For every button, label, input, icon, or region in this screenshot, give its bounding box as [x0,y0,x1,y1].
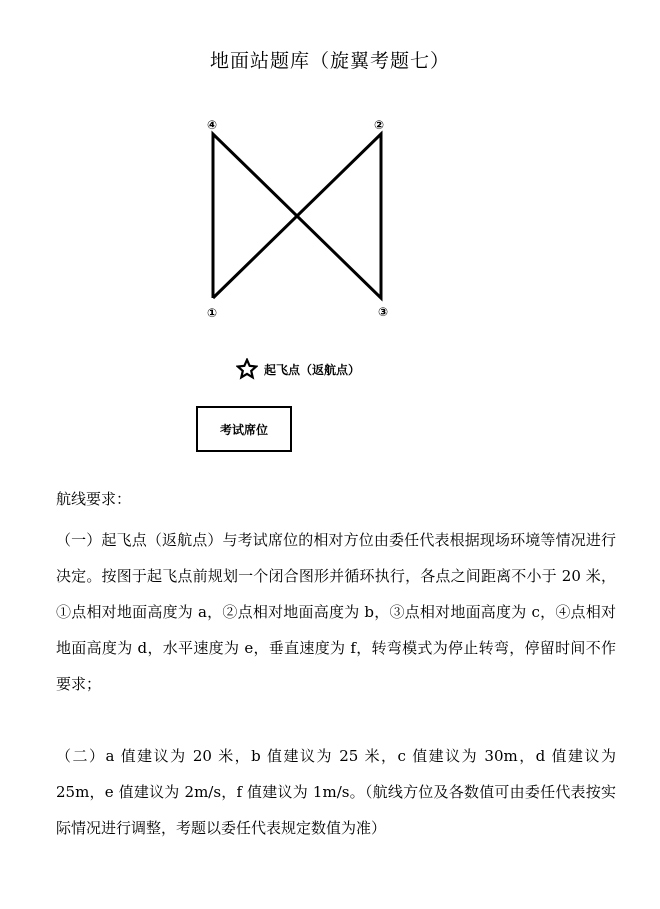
point-4-label: ④ [207,118,218,132]
point-2-label: ② [374,118,385,132]
takeoff-point-label: 起飞点（返航点） [264,362,361,377]
takeoff-point-legend [236,357,360,381]
exam-position-box: 考试席位 [196,406,292,452]
flight-path-lines [196,110,406,325]
requirements-heading: 航线要求： [56,490,132,508]
flight-path-diagram [196,110,406,325]
page-title: 地面站题库（旋翼考题七） [209,50,450,72]
requirements-paragraph-2: （二）a 值建议为 20 米，b 值建议为 25 米，c 值建议为 30m，d 值建议为 25m，e 值建议为 2m/s，f 值建议为 1m/s。（航线方位及各数值可由委任代表按实际情况进行调整，考题以委任代表规定数值为准） [56,747,616,837]
point-1-label: ① [207,306,218,320]
star-icon [236,358,258,380]
flight-path-route [213,134,381,298]
requirements-paragraph-1: （一）起飞点（返航点）与考试席位的相对方位由委任代表根据现场环境等情况进行决定。按图于起飞点前规划一个闭合图形并循环执行，各点之间距离不小于 20 米，①点相对地面高度为 a，②点相对地面高度为 b，③点相对地面高度为 c，④点相对地面高度为 d，水平速度为 e，垂直速度为 f，转弯模式为停止转弯，停留时间不作要求； [56,531,616,693]
point-3-label: ③ [378,305,389,319]
